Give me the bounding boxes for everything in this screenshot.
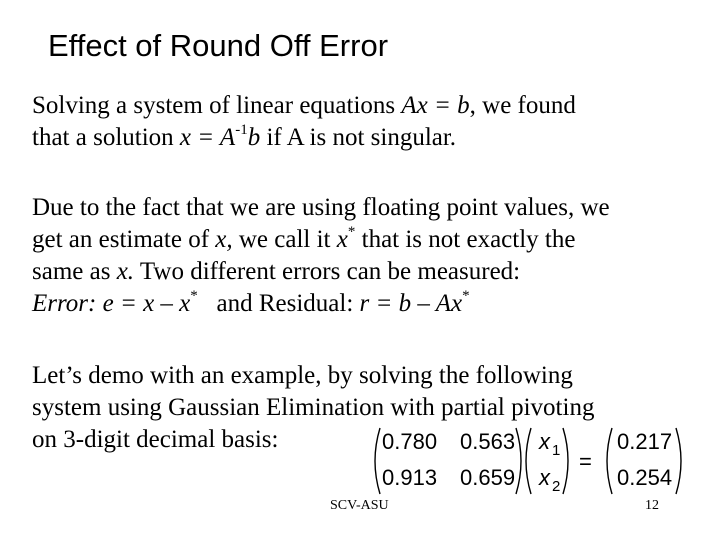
error-formula: Error: e = x – x: [32, 290, 191, 317]
line: on 3-digit decimal basis:: [32, 426, 279, 453]
line: [32, 288, 610, 320]
star-superscript: *: [190, 287, 198, 304]
matrix-cell: 0.913: [382, 465, 438, 490]
paragraph-floating-point: [32, 192, 610, 320]
text: that a solution: [32, 124, 180, 151]
matrix-cell: 0.780: [382, 429, 438, 454]
vector-right-paren: [563, 428, 568, 494]
rhs-left-paren: [607, 428, 612, 494]
line: system using Gaussian Elimination with partial pivoting: [32, 394, 595, 421]
line: [32, 256, 610, 288]
vector-x2: x: [539, 465, 550, 490]
rhs-right-paren: [676, 428, 681, 494]
text: Solving a system of linear equations: [32, 92, 402, 119]
slide-title: Effect of Round Off Error: [48, 28, 389, 63]
residual-formula: r = b – Ax: [359, 290, 463, 317]
equation-b: b: [247, 124, 261, 151]
equals-sign: =: [579, 449, 592, 474]
text: that is not exactly the: [355, 226, 576, 253]
paragraph-linear-system: [32, 90, 576, 154]
rhs-cell: 0.254: [617, 465, 673, 490]
inverse-exponent: -1: [235, 121, 248, 138]
equation-ax-b: Ax = b: [401, 92, 470, 119]
subscript: 1: [552, 442, 561, 459]
text: same as: [32, 258, 117, 285]
variable-x: x.: [116, 258, 135, 285]
variable-x: x,: [215, 226, 233, 253]
star-superscript: *: [462, 287, 470, 304]
variable-x-star: x: [336, 226, 348, 253]
matrix-cell: 0.659: [460, 465, 516, 490]
star-superscript: *: [347, 223, 356, 240]
text: get an estimate of: [32, 226, 216, 253]
matrix-right-paren: [516, 428, 521, 494]
matrix-equation: [368, 424, 713, 498]
line: Let’s demo with an example, by solving the following: [32, 362, 573, 389]
line: Due to the fact that we are using floating point values, we: [32, 194, 610, 221]
vector-left-paren: [526, 428, 531, 494]
equation-solution: x = A: [179, 124, 236, 151]
text: we call it: [232, 226, 337, 253]
matrix-left-paren: [375, 428, 380, 494]
text: , we found: [469, 92, 576, 119]
text: Two different errors can be measured:: [134, 258, 521, 285]
vector-x1: x: [539, 429, 550, 454]
text: if A is not singular.: [260, 124, 457, 151]
line: [32, 224, 610, 256]
rhs-cell: 0.217: [617, 429, 673, 454]
matrix-cell: 0.563: [460, 429, 516, 454]
line: [32, 122, 576, 154]
text: and Residual:: [197, 290, 360, 317]
page-number: 12: [645, 498, 659, 513]
line: [32, 90, 576, 122]
subscript: 2: [552, 478, 561, 495]
footer-label: SCV-ASU: [330, 498, 389, 513]
